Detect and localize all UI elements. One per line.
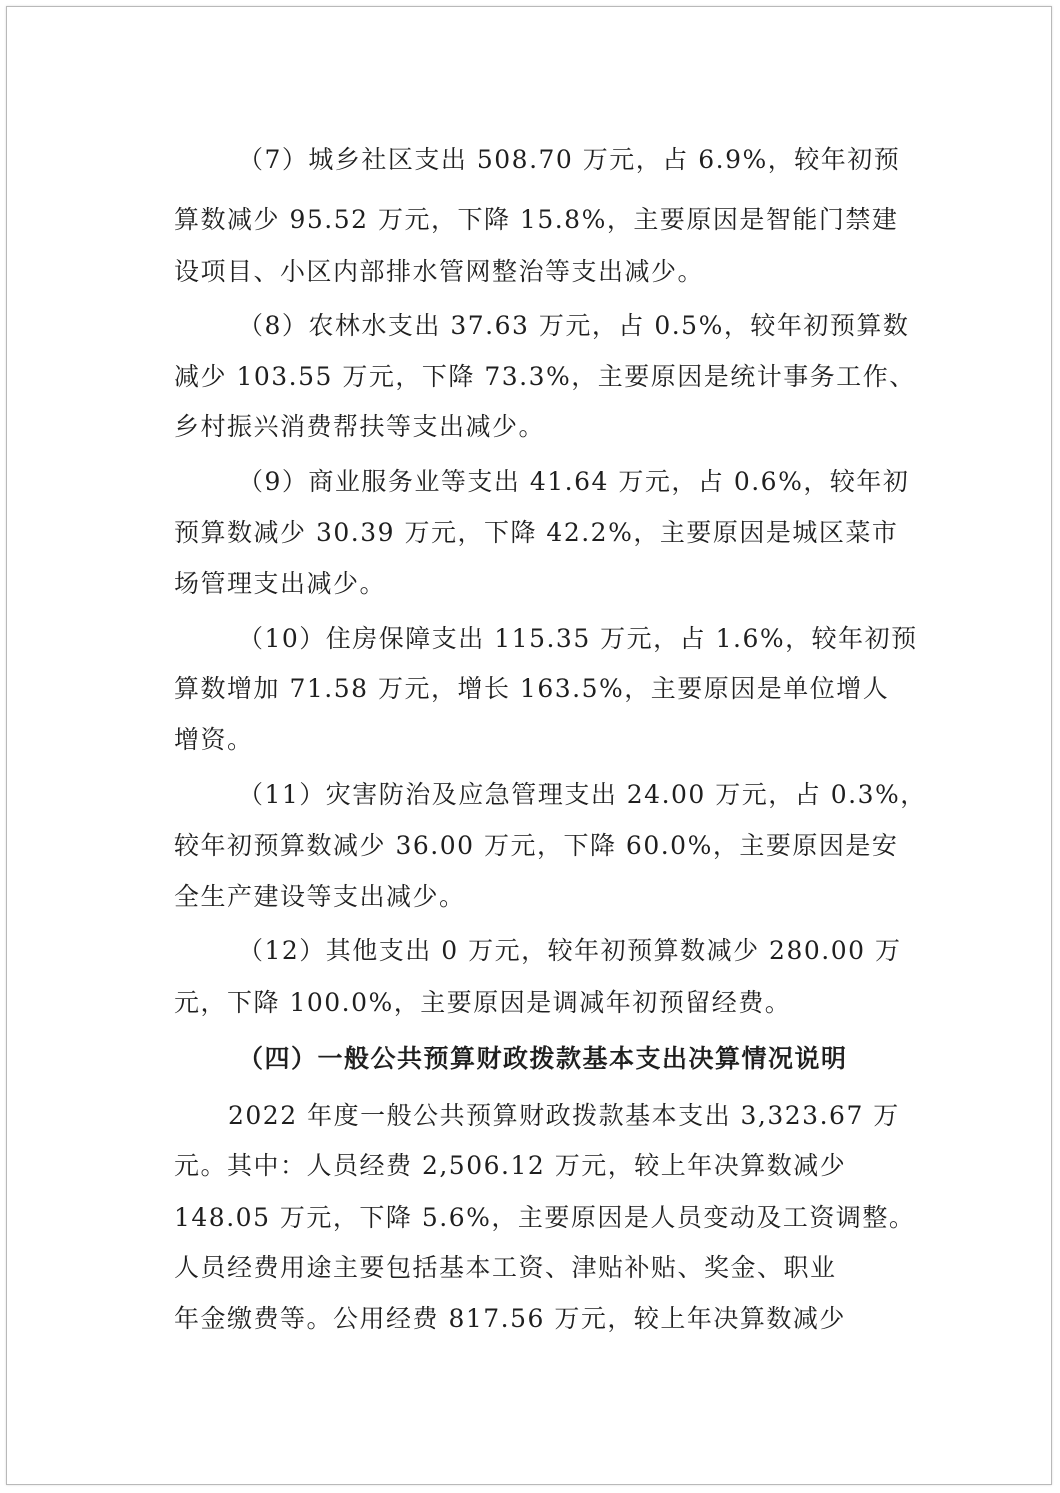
paragraph-12-line-1: （12）其他支出 0 万元，较年初预算数减少 280.00 万	[238, 936, 902, 965]
paragraph-13-line-3: 148.05 万元，下降 5.6%，主要原因是人员变动及工资调整。	[174, 1203, 916, 1232]
paragraph-8-line-3: 乡村振兴消费帮扶等支出减少。	[174, 412, 546, 441]
paragraph-10-line-2: 算数增加 71.58 万元，增长 163.5%，主要原因是单位增人	[174, 674, 890, 703]
paragraph-11-line-2: 较年初预算数减少 36.00 万元，下降 60.0%，主要原因是安	[174, 831, 899, 860]
paragraph-13-line-5: 年金缴费等。公用经费 817.56 万元，较上年决算数减少	[174, 1304, 846, 1333]
section-heading: （四）一般公共预算财政拨款基本支出决算情况说明	[238, 1044, 848, 1073]
paragraph-10-line-3: 增资。	[174, 725, 254, 754]
paragraph-10-line-1: （10）住房保障支出 115.35 万元，占 1.6%，较年初预	[238, 624, 918, 653]
paragraph-11-line-3: 全生产建设等支出减少。	[174, 882, 466, 911]
paragraph-13-line-2: 元。其中：人员经费 2,506.12 万元，较上年决算数减少	[174, 1151, 847, 1180]
paragraph-13-line-1: 2022 年度一般公共预算财政拨款基本支出 3,323.67 万	[228, 1101, 900, 1130]
paragraph-9-line-3: 场管理支出减少。	[174, 569, 387, 598]
paragraph-9-line-2: 预算数减少 30.39 万元，下降 42.2%，主要原因是城区菜市	[174, 518, 899, 547]
paragraph-8-line-2: 减少 103.55 万元，下降 73.3%，主要原因是统计事务工作、	[174, 362, 916, 391]
paragraph-7-line-2: 算数减少 95.52 万元，下降 15.8%，主要原因是智能门禁建	[174, 205, 899, 234]
paragraph-7-line-1: （7）城乡社区支出 508.70 万元，占 6.9%，较年初预	[238, 145, 901, 174]
paragraph-13-line-4: 人员经费用途主要包括基本工资、津贴补贴、奖金、职业	[174, 1253, 837, 1282]
paragraph-11-line-1: （11）灾害防治及应急管理支出 24.00 万元，占 0.3%，	[238, 780, 927, 809]
document-page	[6, 6, 1052, 1485]
paragraph-9-line-1: （9）商业服务业等支出 41.64 万元，占 0.6%，较年初	[238, 467, 910, 496]
paragraph-7-line-3: 设项目、小区内部排水管网整治等支出减少。	[174, 257, 705, 286]
paragraph-12-line-2: 元，下降 100.0%，主要原因是调减年初预留经费。	[174, 988, 792, 1017]
paragraph-8-line-1: （8）农林水支出 37.63 万元，占 0.5%，较年初预算数	[238, 311, 910, 340]
